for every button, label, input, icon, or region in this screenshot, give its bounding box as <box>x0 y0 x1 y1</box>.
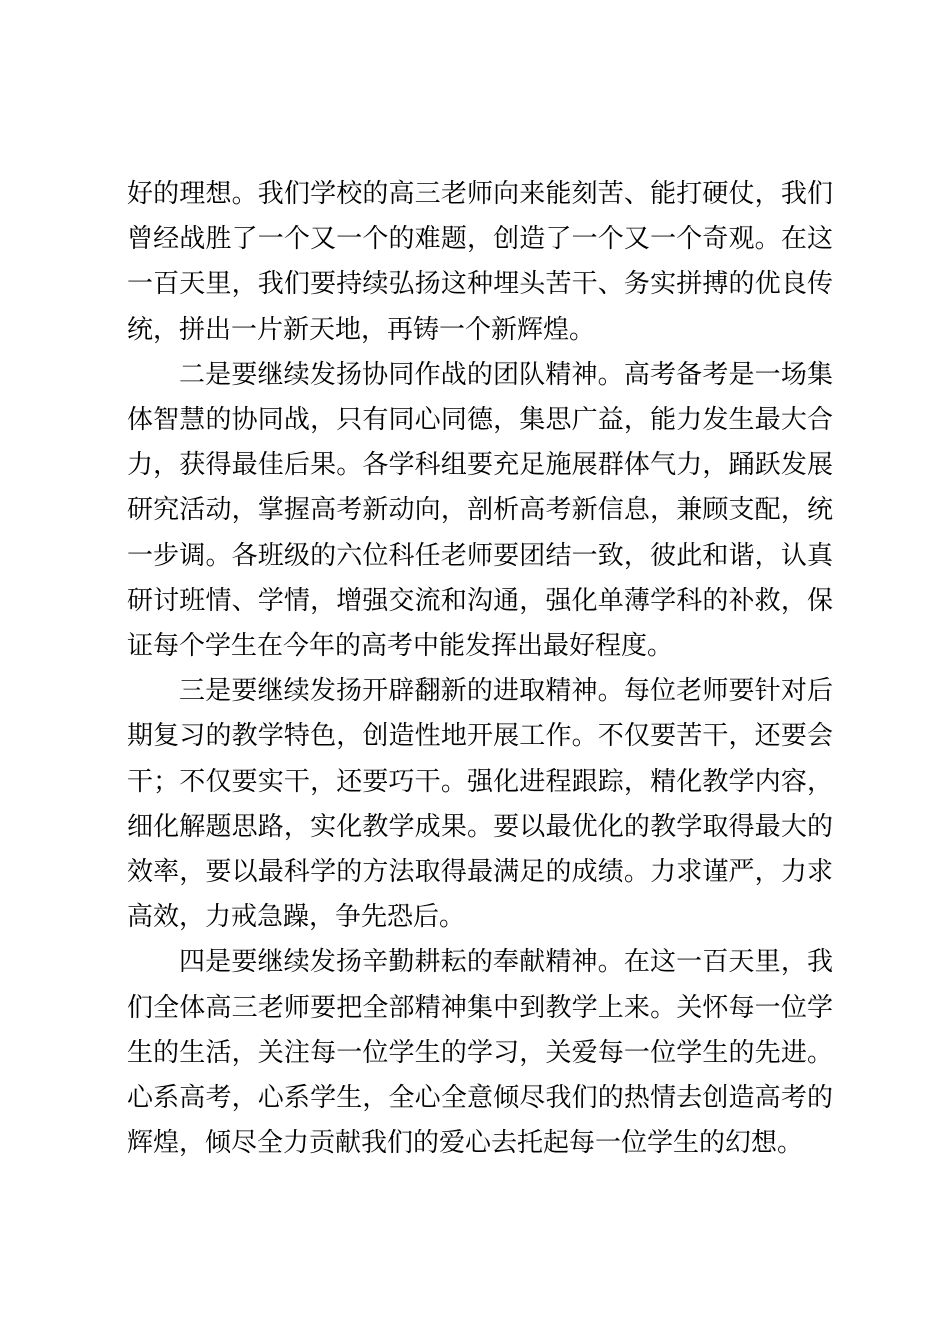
paragraph-team-spirit: 二是要继续发扬协同作战的团队精神。高考备考是一场集体智慧的协同战，只有同心同德，集思广益，能力发生最大合力，获得最佳后果。各学科组要充足施展群体气力，踊跃发展研究活动，掌握高考新动向，剖析高考新信息，兼顾支配，统一步调。各班级的六位科任老师要团结一致，彼此和谐，认真研讨班情、学情，增强交流和沟通，强化单薄学科的补救，保证每个学生在今年的高考中能发挥出最好程度。 <box>127 359 833 662</box>
paragraph-innovation-spirit: 三是要继续发扬开辟翻新的进取精神。每位老师要针对后期复习的教学特色，创造性地开展工作。不仅要苦干，还要会干；不仅要实干，还要巧干。强化进程跟踪，精化教学内容，细化解题思路，实化教学成果。要以最优化的教学取得最大的效率，要以最科学的方法取得最满足的成绩。力求谨严，力求高效，力戒急躁，争先恐后。 <box>127 676 833 933</box>
paragraph-dedication-spirit: 四是要继续发扬辛勤耕耘的奉献精神。在这一百天里，我们全体高三老师要把全部精神集中到教学上来。关怀每一位学生的生活，关注每一位学生的学习，关爱每一位学生的先进。心系高考，心系学生，全心全意倾尽我们的热情去创造高考的辉煌，倾尽全力贡献我们的爱心去托起每一位学生的幻想。 <box>127 947 833 1159</box>
document-body <box>127 172 833 1166</box>
paragraph-continuation: 好的理想。我们学校的高三老师向来能刻苦、能打硬仗，我们曾经战胜了一个又一个的难题，创造了一个又一个奇观。在这一百天里，我们要持续弘扬这种埋头苦干、务实拼搏的优良传统，拼出一片新天地，再铸一个新辉煌。 <box>127 179 833 345</box>
